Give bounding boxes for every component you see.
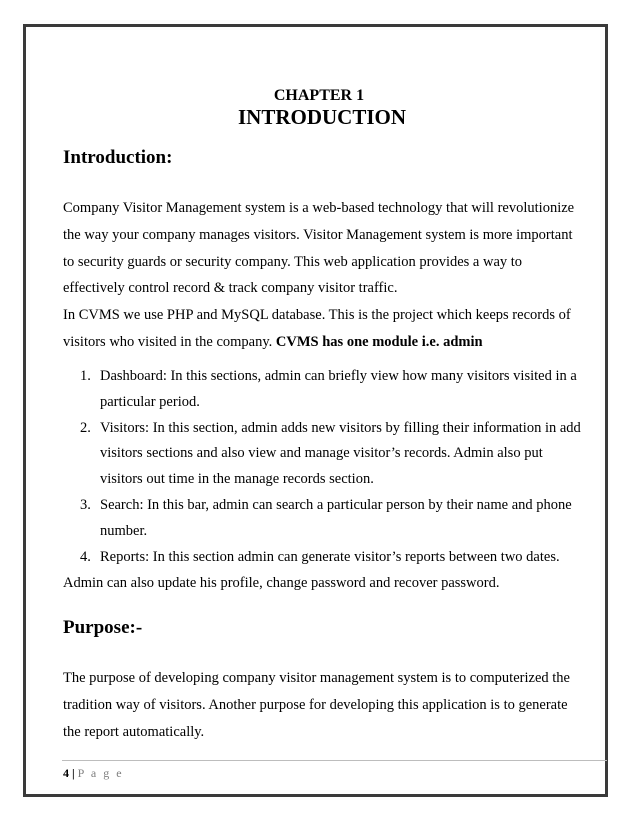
- page-word: P a g e: [77, 766, 124, 780]
- list-item: [63, 416, 583, 493]
- introduction-paragraph-2-bold: CVMS has one module i.e. admin: [275, 333, 483, 350]
- list-item-text: Visitors: In this section, admin adds new visitors by filling their information in add visitors sections and also view and manage visitor’s records. Admin also put visitors out time in the manage records section.: [100, 419, 581, 488]
- list-item: [63, 545, 583, 571]
- list-item-number: 4.: [80, 548, 91, 565]
- list-item-text: Reports: In this section admin can generate visitor’s reports between two dates.: [100, 548, 560, 565]
- list-item: [63, 364, 583, 416]
- list-item-text: Search: In this bar, admin can search a particular person by their name and phone number.: [100, 496, 572, 539]
- introduction-heading: Introduction:: [63, 147, 173, 168]
- footer-rule: [62, 760, 607, 761]
- introduction-paragraph-1: Company Visitor Management system is a web-based technology that will revolutionize the way your company manages visitors. Visitor Management system is more important to security guards or security company. This web application provides a way to effectively control record & track company visitor traffic.: [63, 200, 575, 297]
- list-item-number: 3.: [80, 496, 91, 513]
- chapter-label: CHAPTER 1: [273, 87, 365, 104]
- introduction-paragraph-2-text: In CVMS we use PHP and MySQL database. This is the project which keeps records of visitors who visited in the company.: [63, 307, 571, 350]
- introduction-closing: Admin can also update his profile, change password and recover password.: [63, 575, 500, 591]
- list-item: [63, 493, 583, 545]
- purpose-heading: Purpose:-: [63, 617, 143, 638]
- page-number: 4: [63, 766, 69, 780]
- page-footer: [63, 765, 124, 781]
- list-item-text: Dashboard: In this sections, admin can briefly view how many visitors visited in a particular period.: [100, 368, 577, 410]
- list-item-number: 1.: [80, 368, 91, 384]
- chapter-title: INTRODUCTION: [237, 105, 407, 129]
- footer-separator: |: [72, 766, 75, 780]
- module-list: [63, 364, 583, 570]
- purpose-paragraph: The purpose of developing company visitor management system is to computerized the tradition way of visitors. Another purpose for developing this application is to generate the report automatically.: [63, 670, 570, 740]
- list-item-number: 2.: [80, 419, 91, 436]
- introduction-paragraph-2: [63, 302, 583, 356]
